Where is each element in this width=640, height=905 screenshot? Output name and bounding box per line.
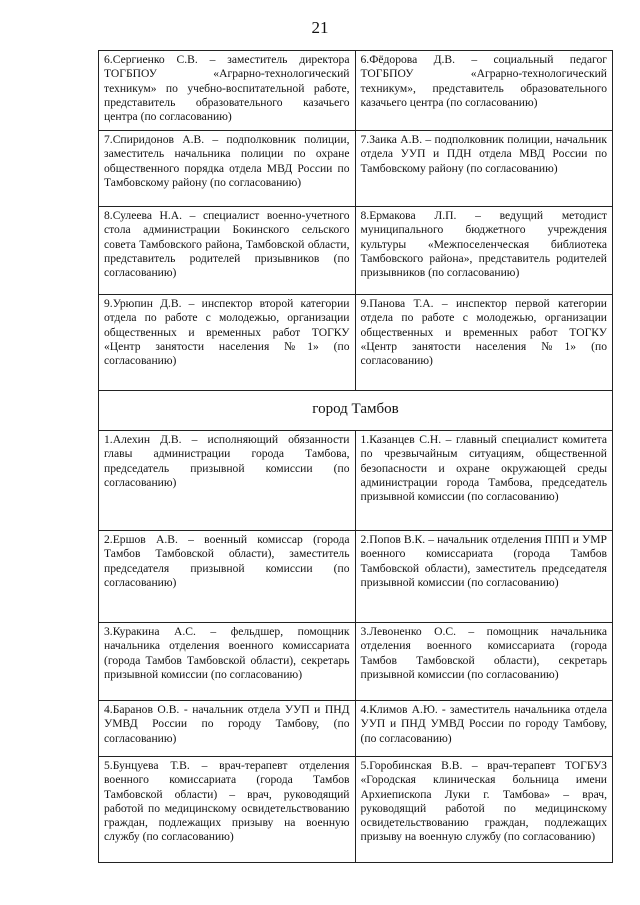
table-cell: 3.Левоненко О.С. – помощник начальника отделения военного комиссариата (города Тамбов Тамбовской области), секретарь призывной комиссии (по согласованию) (360, 625, 607, 681)
table-row (99, 756, 612, 862)
page-number: 21 (311, 18, 329, 37)
table-row (99, 51, 612, 130)
table-row (99, 530, 612, 622)
table-cell: 9.Панова Т.А. – инспектор первой категории отдела по работе с молодежью, организации общественных и временных работ ТОГКУ «Центр занятости населения №1» (по согласованию) (360, 297, 607, 368)
table-row (99, 206, 612, 294)
commission-table (98, 50, 613, 863)
table-cell: 5.Горобинская В.В. – врач-терапевт ТОГБУЗ «Городская клиническая больница имени Архиепископа Луки г. Тамбова» – врач, руководящий работой по медицинскому освидетельствованию граждан, подлежащих призыву на военную службу (по согласованию) (360, 759, 607, 844)
table-cell: 8.Сулеева Н.А. – специалист военно-учетного стола администрации Бокинского сельского совета Тамбовского района, Тамбовской области, представитель родителей призывников (по согласованию) (99, 207, 356, 294)
table-cell: 2.Попов В.К. – начальник отделения ППП и УМР военного комиссариата (города Тамбов Тамбовской области), заместитель председателя призывной комиссии (по согласованию) (360, 533, 607, 589)
table-row (99, 622, 612, 700)
table-cell: 4.Баранов О.В. - начальник отдела УУП и ПНД УМВД России по городу Тамбову, (по согласованию) (99, 701, 356, 756)
table-cell: 7.Спиридонов А.В. – подполковник полиции, заместитель начальника полиции по охране общественного порядка отдела МВД России по Тамбовскому району (по согласованию) (99, 131, 356, 206)
table-row (99, 130, 612, 206)
table-cell: 3.Куракина А.С. – фельдшер, помощник начальника отделения военного комиссариата (города Тамбов Тамбовской области), секретарь призывной комиссии (по согласованию) (99, 623, 356, 700)
table-cell: 1.Алехин Д.В. – исполняющий обязанности главы администрации города Тамбова, председатель призывной комиссии (по согласованию) (99, 431, 356, 530)
table-cell: 1.Казанцев С.Н. – главный специалист комитета по чрезвычайным ситуациям, общественной безопасности и охране окружающей среды администрации города Тамбова, председатель призывной комиссии (по согласованию) (360, 433, 607, 504)
table-cell: 4.Климов А.Ю. - заместитель начальника отдела УУП и ПНД УМВД России по городу Тамбову, (по согласованию) (360, 703, 607, 745)
table-row (99, 294, 612, 390)
table-cell: 9.Урюпин Д.В. – инспектор второй категории отдела по работе с молодежью, организации общественных и временных работ ТОГКУ «Центр занятости населения №1» (по согласованию) (99, 295, 356, 390)
table-cell: 8.Ермакова Л.П. – ведущий методист муниципального бюджетного учреждения культуры «Межпоселенческая библиотека Тамбовского района», представитель родителей призывников (по согласованию) (360, 209, 607, 280)
table-row (99, 700, 612, 756)
table-row (99, 430, 612, 530)
table-cell: 2.Ершов А.В. – военный комиссар (города Тамбов Тамбовской области), заместитель председателя призывной комиссии (по согласованию) (99, 531, 356, 622)
table-cell: 6.Сергиенко С.В. – заместитель директора ТОГБПОУ «Аграрно-технологический техникум» по учебно-воспитательной работе, представитель образовательного казачьего центра (по согласованию) (99, 51, 356, 130)
table-cell: 7.Заика А.В. – подполковник полиции, начальник отдела УУП и ПДН отдела МВД России по Тамбовскому району (по согласованию) (360, 133, 607, 175)
table-cell: 5.Бунцуева Т.В. – врач-терапевт отделения военного комиссариата (города Тамбов Тамбовской области) – врач, руководящий работой по медицинскому освидетельствованию граждан, подлежащих призыву на военную службу (по согласованию) (99, 757, 356, 862)
section-title: город Тамбов (99, 390, 612, 430)
table-cell: 6.Фёдорова Д.В. – социальный педагог ТОГБПОУ «Аграрно-технологический техникум», представитель образовательного казачьего центра (по согласованию) (360, 53, 607, 109)
